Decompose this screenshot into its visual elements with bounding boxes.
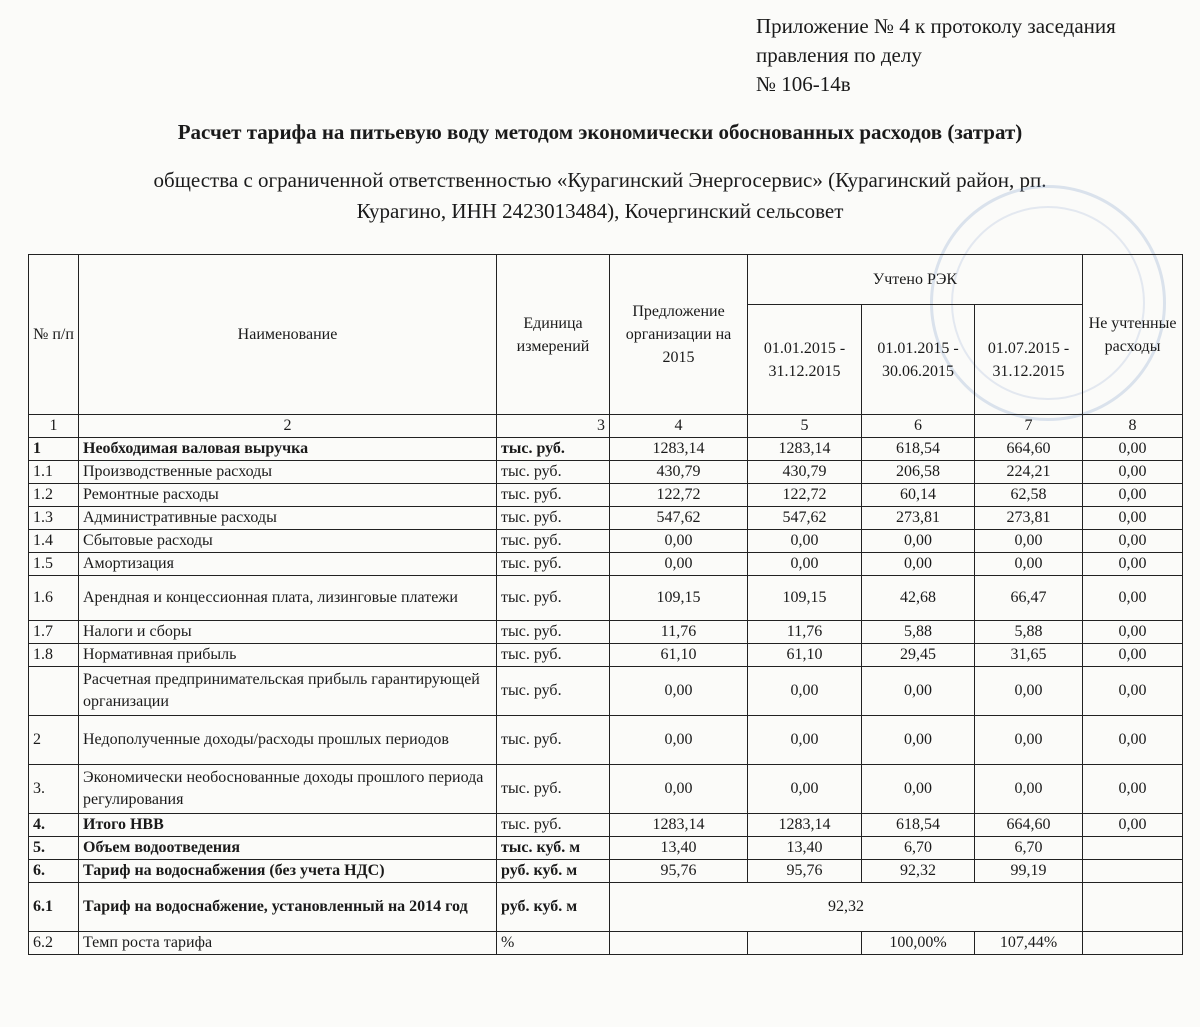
table-row	[29, 716, 1183, 765]
value-proposal: 0,00	[610, 530, 748, 553]
value-full-year: 61,10	[748, 644, 862, 667]
column-number-row	[29, 415, 1183, 438]
table-row	[29, 461, 1183, 484]
table-row	[29, 621, 1183, 644]
value-full-year	[748, 932, 862, 955]
value-full-year: 0,00	[748, 716, 862, 765]
row-unit: тыс. руб.	[497, 621, 610, 644]
row-unit: тыс. руб.	[497, 576, 610, 621]
value-not-counted: 0,00	[1083, 814, 1183, 837]
value-proposal: 1283,14	[610, 814, 748, 837]
value-full-year: 0,00	[748, 530, 862, 553]
value-full-year: 0,00	[748, 553, 862, 576]
row-number: 1.2	[29, 484, 79, 507]
value-first-half: 29,45	[862, 644, 975, 667]
table-row	[29, 860, 1183, 883]
column-number: 5	[748, 415, 862, 438]
row-number: 1.8	[29, 644, 79, 667]
appendix-line: Приложение № 4 к протоколу заседания	[756, 14, 1116, 38]
subtitle-line: Курагино, ИНН 2423013484), Кочергинский сельсовет	[356, 199, 844, 223]
value-not-counted: 0,00	[1083, 765, 1183, 814]
value-second-half: 107,44%	[975, 932, 1083, 955]
row-name: Темп роста тарифа	[79, 932, 497, 955]
row-name: Административные расходы	[79, 507, 497, 530]
value-full-year: 95,76	[748, 860, 862, 883]
row-name: Ремонтные расходы	[79, 484, 497, 507]
value-not-counted: 0,00	[1083, 530, 1183, 553]
value-second-half: 6,70	[975, 837, 1083, 860]
table-row	[29, 438, 1183, 461]
row-number: 1.1	[29, 461, 79, 484]
value-not-counted	[1083, 932, 1183, 955]
row-number: 6.1	[29, 883, 79, 932]
table-row	[29, 765, 1183, 814]
value-second-half: 66,47	[975, 576, 1083, 621]
value-proposal: 13,40	[610, 837, 748, 860]
value-first-half: 92,32	[862, 860, 975, 883]
value-second-half: 0,00	[975, 765, 1083, 814]
value-full-year: 11,76	[748, 621, 862, 644]
row-name: Тариф на водоснабжения (без учета НДС)	[79, 860, 497, 883]
row-number: 1.7	[29, 621, 79, 644]
row-unit: тыс. руб.	[497, 765, 610, 814]
value-proposal: 0,00	[610, 667, 748, 716]
row-unit: тыс. руб.	[497, 814, 610, 837]
value-not-counted: 0,00	[1083, 716, 1183, 765]
table-row	[29, 883, 1183, 932]
header-period-second-half: 01.07.2015 - 31.12.2015	[975, 305, 1083, 415]
value-full-year: 122,72	[748, 484, 862, 507]
value-proposal: 11,76	[610, 621, 748, 644]
value-proposal	[610, 932, 748, 955]
table-row	[29, 484, 1183, 507]
value-proposal: 430,79	[610, 461, 748, 484]
header-no: № п/п	[29, 255, 79, 415]
row-unit: тыс. куб. м	[497, 837, 610, 860]
row-unit: тыс. руб.	[497, 507, 610, 530]
value-proposal: 1283,14	[610, 438, 748, 461]
header-unit: Единица измерений	[497, 255, 610, 415]
column-number: 4	[610, 415, 748, 438]
value-first-half: 6,70	[862, 837, 975, 860]
column-number: 6	[862, 415, 975, 438]
table-row	[29, 507, 1183, 530]
row-number: 6.	[29, 860, 79, 883]
row-unit: тыс. руб.	[497, 461, 610, 484]
value-not-counted	[1083, 837, 1183, 860]
row-name: Арендная и концессионная плата, лизинговые платежи	[79, 576, 497, 621]
row-name: Недополученные доходы/расходы прошлых периодов	[79, 716, 497, 765]
row-name: Необходимая валовая выручка	[79, 438, 497, 461]
value-second-half: 31,65	[975, 644, 1083, 667]
value-proposal: 122,72	[610, 484, 748, 507]
tariff-table	[28, 254, 1183, 955]
value-second-half: 0,00	[975, 716, 1083, 765]
row-unit: руб. куб. м	[497, 860, 610, 883]
value-second-half: 0,00	[975, 667, 1083, 716]
value-proposal: 0,00	[610, 765, 748, 814]
header-name: Наименование	[79, 255, 497, 415]
value-first-half: 5,88	[862, 621, 975, 644]
value-first-half: 273,81	[862, 507, 975, 530]
value-proposal: 109,15	[610, 576, 748, 621]
row-name: Итого НВВ	[79, 814, 497, 837]
value-first-half: 100,00%	[862, 932, 975, 955]
value-second-half: 5,88	[975, 621, 1083, 644]
appendix-line: № 106-14в	[756, 72, 851, 96]
value-second-half: 664,60	[975, 438, 1083, 461]
table-row	[29, 837, 1183, 860]
value-not-counted: 0,00	[1083, 576, 1183, 621]
row-number	[29, 667, 79, 716]
table-row	[29, 667, 1183, 716]
row-number: 3.	[29, 765, 79, 814]
row-name: Производственные расходы	[79, 461, 497, 484]
value-not-counted	[1083, 883, 1183, 932]
value-second-half: 99,19	[975, 860, 1083, 883]
row-unit: тыс. руб.	[497, 553, 610, 576]
row-number: 1.3	[29, 507, 79, 530]
column-number: 2	[79, 415, 497, 438]
row-name: Амортизация	[79, 553, 497, 576]
table-row	[29, 530, 1183, 553]
row-unit: тыс. руб.	[497, 484, 610, 507]
row-number: 2	[29, 716, 79, 765]
row-name: Расчетная предпринимательская прибыль гарантирующей организации	[79, 667, 497, 716]
row-number: 4.	[29, 814, 79, 837]
value-first-half: 0,00	[862, 765, 975, 814]
value-proposal: 61,10	[610, 644, 748, 667]
value-full-year: 1283,14	[748, 438, 862, 461]
value-established-tariff: 92,32	[610, 883, 1083, 932]
row-number: 5.	[29, 837, 79, 860]
column-number: 3	[497, 415, 610, 438]
header-period-full-year: 01.01.2015 - 31.12.2015	[748, 305, 862, 415]
table-row	[29, 576, 1183, 621]
column-number: 7	[975, 415, 1083, 438]
value-full-year: 547,62	[748, 507, 862, 530]
row-unit: тыс. руб.	[497, 667, 610, 716]
row-number: 1.6	[29, 576, 79, 621]
row-unit: руб. куб. м	[497, 883, 610, 932]
header-period-first-half: 01.01.2015 - 30.06.2015	[862, 305, 975, 415]
row-number: 6.2	[29, 932, 79, 955]
value-not-counted: 0,00	[1083, 667, 1183, 716]
value-second-half: 273,81	[975, 507, 1083, 530]
appendix-note	[756, 12, 1116, 99]
value-second-half: 0,00	[975, 530, 1083, 553]
value-full-year: 0,00	[748, 765, 862, 814]
value-first-half: 0,00	[862, 553, 975, 576]
table-row	[29, 644, 1183, 667]
row-number: 1.5	[29, 553, 79, 576]
row-unit: тыс. руб.	[497, 530, 610, 553]
header-not-counted: Не учтенные расходы	[1083, 255, 1183, 415]
value-full-year: 430,79	[748, 461, 862, 484]
table-row	[29, 814, 1183, 837]
row-unit: тыс. руб.	[497, 438, 610, 461]
row-name: Сбытовые расходы	[79, 530, 497, 553]
row-name: Нормативная прибыль	[79, 644, 497, 667]
value-full-year: 109,15	[748, 576, 862, 621]
value-not-counted	[1083, 860, 1183, 883]
value-first-half: 0,00	[862, 667, 975, 716]
value-first-half: 0,00	[862, 716, 975, 765]
value-proposal: 0,00	[610, 716, 748, 765]
value-first-half: 618,54	[862, 814, 975, 837]
table-row	[29, 553, 1183, 576]
value-not-counted: 0,00	[1083, 507, 1183, 530]
row-name: Тариф на водоснабжение, установленный на 2014 год	[79, 883, 497, 932]
value-second-half: 62,58	[975, 484, 1083, 507]
value-not-counted: 0,00	[1083, 553, 1183, 576]
column-number: 1	[29, 415, 79, 438]
value-second-half: 224,21	[975, 461, 1083, 484]
value-second-half: 664,60	[975, 814, 1083, 837]
subtitle-line: общества с ограниченной ответственностью «Курагинский Энергосервис» (Курагинский район, рп.	[153, 168, 1047, 192]
document-title: Расчет тарифа на питьевую воду методом экономически обоснованных расходов (затрат)	[177, 120, 1023, 144]
row-unit: тыс. руб.	[497, 644, 610, 667]
header-proposal: Предложение организации на 2015	[610, 255, 748, 415]
value-proposal: 547,62	[610, 507, 748, 530]
value-second-half: 0,00	[975, 553, 1083, 576]
value-first-half: 42,68	[862, 576, 975, 621]
table-row	[29, 932, 1183, 955]
value-first-half: 0,00	[862, 530, 975, 553]
row-name: Налоги и сборы	[79, 621, 497, 644]
document-subtitle	[60, 165, 1140, 227]
row-name: Экономически необоснованные доходы прошлого периода регулирования	[79, 765, 497, 814]
row-unit: тыс. руб.	[497, 716, 610, 765]
value-first-half: 60,14	[862, 484, 975, 507]
value-full-year: 13,40	[748, 837, 862, 860]
value-not-counted: 0,00	[1083, 644, 1183, 667]
column-number: 8	[1083, 415, 1183, 438]
value-not-counted: 0,00	[1083, 484, 1183, 507]
value-full-year: 0,00	[748, 667, 862, 716]
row-number: 1	[29, 438, 79, 461]
value-first-half: 618,54	[862, 438, 975, 461]
value-not-counted: 0,00	[1083, 621, 1183, 644]
value-proposal: 0,00	[610, 553, 748, 576]
value-not-counted: 0,00	[1083, 461, 1183, 484]
row-number: 1.4	[29, 530, 79, 553]
row-unit: %	[497, 932, 610, 955]
appendix-line: правления по делу	[756, 43, 922, 67]
value-full-year: 1283,14	[748, 814, 862, 837]
value-proposal: 95,76	[610, 860, 748, 883]
row-name: Объем водоотведения	[79, 837, 497, 860]
value-not-counted: 0,00	[1083, 438, 1183, 461]
value-first-half: 206,58	[862, 461, 975, 484]
header-rek: Учтено РЭК	[748, 255, 1083, 305]
